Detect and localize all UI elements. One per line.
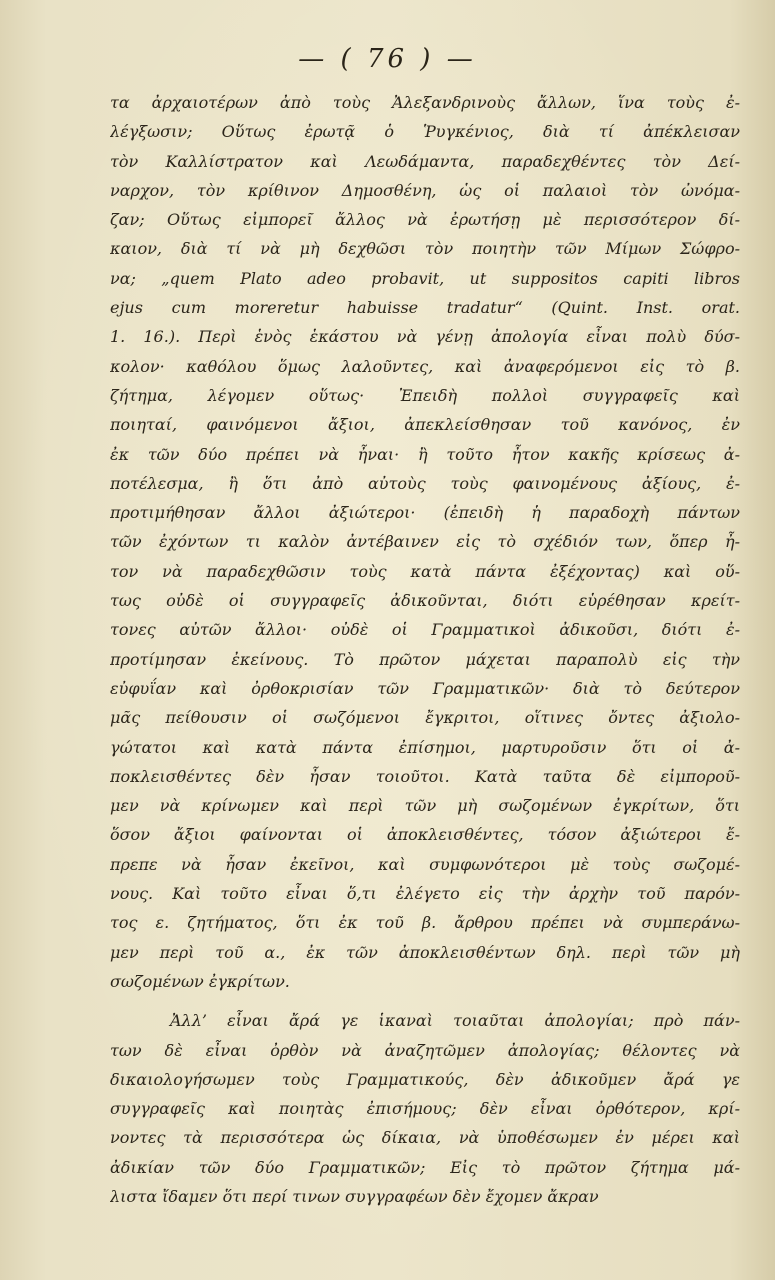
text-line: ναρχον, τὸν κρίθινον Δημοσθένη, ὡς οἱ παλαιοὶ τὸν ὠνόμα- (110, 180, 740, 200)
text-line: γώτατοι καὶ κατὰ πάντα ἐπίσημοι, μαρτυροῦσιν ὅτι οἱ ἀ- (110, 737, 740, 757)
text-line: λιστα ἴδαμεν ὅτι περί τινων συγγραφέων δὲν ἔχομεν ἄκραν (110, 1186, 599, 1206)
text-line: ὅσον ἄξιοι φαίνονται οἱ ἀποκλεισθέντες, τόσον ἀξιώτεροι ἔ- (110, 825, 740, 845)
text-line: τα ἀρχαιοτέρων ἀπὸ τοὺς Ἀλεξανδρινοὺς ἄλλων, ἵνα τοὺς ἐ- (110, 93, 740, 112)
text-line: 1. 16.). Περὶ ἑνὸς ἑκάστου νὰ γένῃ ἀπολογία εἶναι πολὺ δύσ- (110, 327, 740, 347)
text-line: νους. Καὶ τοῦτο εἶναι ὅ,τι ἐλέγετο εἰς τὴν ἀρχὴν τοῦ παρόν- (110, 884, 740, 904)
text-line: μᾶς πείθουσιν οἱ σωζόμενοι ἔγκριτοι, οἵτινες ὄντες ἀξιολο- (110, 708, 740, 728)
text-line: ποκλεισθέντες δὲν ἦσαν τοιοῦτοι. Κατὰ ταῦτα δὲ εἰμποροῦ- (110, 766, 740, 786)
text-line: μεν περὶ τοῦ α., ἐκ τῶν ἀποκλεισθέντων δηλ. περὶ τῶν μὴ (110, 942, 740, 962)
text-line: λέγξωσιν; Οὕτως ἐρωτᾷ ὁ Ῥυγκένιος, διὰ τί ἀπέκλεισαν (110, 122, 740, 142)
text-line: να; „quem Plato adeo probavit, ut suppositos capiti libros (110, 268, 740, 288)
text-line: πρεπε νὰ ἦσαν ἐκεῖνοι, καὶ συμφωνότεροι μὲ τοὺς σωζομέ- (110, 854, 740, 874)
text-line: προτίμησαν ἐκείνους. Τὸ πρῶτον μάχεται παραπολὺ εἰς τὴν (110, 649, 740, 669)
text-line: σωζομένων ἐγκρίτων. (110, 971, 290, 991)
body-text (110, 88, 740, 1211)
paragraph-gap (110, 996, 740, 1006)
text-line: κολον· καθόλου ὅμως λαλοῦντες, καὶ ἀναφερόμενοι εἰς τὸ β. (110, 356, 740, 376)
text-line: τος ε. ζητήματος, ὅτι ἐκ τοῦ β. ἄρθρου πρέπει νὰ συμπεράνω- (110, 913, 740, 933)
text-line: ejus cum moreretur habuisse tradatur“ (Quint. Inst. orat. (110, 298, 740, 318)
text-line: τὸν Καλλίστρατον καὶ Λεωδάμαντα, παραδεχθέντες τὸν Δεί- (110, 151, 740, 171)
text-line: δικαιολογήσωμεν τοὺς Γραμματικούς, δὲν ἀδικοῦμεν ἄρά γε (110, 1069, 740, 1089)
text-line: καιον, διὰ τί νὰ μὴ δεχθῶσι τὸν ποιητὴν τῶν Μίμων Σώφρο- (110, 239, 740, 259)
text-line: Ἀλλ’ εἶναι ἄρά γε ἱκαναὶ τοιαῦται ἀπολογίαι; πρὸ πάν- (170, 1011, 740, 1031)
text-line: τονες αὐτῶν ἄλλοι· οὐδὲ οἱ Γραμματικοὶ ἀδικοῦσι, διότι ἐ- (110, 620, 740, 640)
text-line: εὐφυΐαν καὶ ὀρθοκρισίαν τῶν Γραμματικῶν· διὰ τὸ δεύτερον (110, 678, 740, 698)
text-line: προτιμήθησαν ἄλλοι ἀξιώτεροι· (ἐπειδὴ ἡ παραδοχὴ πάντων (110, 503, 740, 523)
text-line: νοντες τὰ περισσότερα ὡς δίκαια, νὰ ὑποθέσωμεν ἐν μέρει καὶ (110, 1128, 740, 1148)
text-line: τως οὐδὲ οἱ συγγραφεῖς ἀδικοῦνται, διότι εὑρέθησαν κρείτ- (110, 591, 740, 611)
text-line: συγγραφεῖς καὶ ποιητὰς ἐπισήμους; δὲν εἶναι ὀρθότερον, κρί- (110, 1099, 740, 1119)
text-line: ποιηταί, φαινόμενοι ἄξιοι, ἀπεκλείσθησαν τοῦ κανόνος, ἐν (110, 415, 740, 435)
text-line: ποτέλεσμα, ἢ ὅτι ἀπὸ αὐτοὺς τοὺς φαινομένους ἀξίους, ἐ- (110, 473, 740, 493)
text-line: μεν νὰ κρίνωμεν καὶ περὶ τῶν μὴ σωζομένων ἐγκρίτων, ὅτι (110, 796, 740, 816)
text-line: ἐκ τῶν δύο πρέπει νὰ ἦναι· ἢ τοῦτο ἦτον κακῆς κρίσεως ἀ- (110, 444, 740, 464)
page-number: — ( 76 ) — (298, 44, 477, 74)
text-line: τῶν ἐχόντων τι καλὸν ἀντέβαινεν εἰς τὸ σχέδιόν των, ὅπερ ἦ- (110, 532, 740, 552)
text-line: ἀδικίαν τῶν δύο Γραμματικῶν; Εἰς τὸ πρῶτον ζήτημα μά- (110, 1157, 740, 1177)
text-line: ζήτημα, λέγομεν οὕτως· Ἐπειδὴ πολλοὶ συγγραφεῖς καὶ (110, 385, 740, 405)
text-line: τον νὰ παραδεχθῶσιν τοὺς κατὰ πάντα ἐξέχοντας) καὶ οὕ- (110, 561, 740, 581)
text-line: των δὲ εἶναι ὀρθὸν νὰ ἀναζητῶμεν ἀπολογίας; θέλοντες νὰ (110, 1040, 740, 1060)
text-line: ζαν; Οὕτως εἰμπορεῖ ἄλλος νὰ ἐρωτήσῃ μὲ περισσότερον δί- (110, 210, 740, 230)
